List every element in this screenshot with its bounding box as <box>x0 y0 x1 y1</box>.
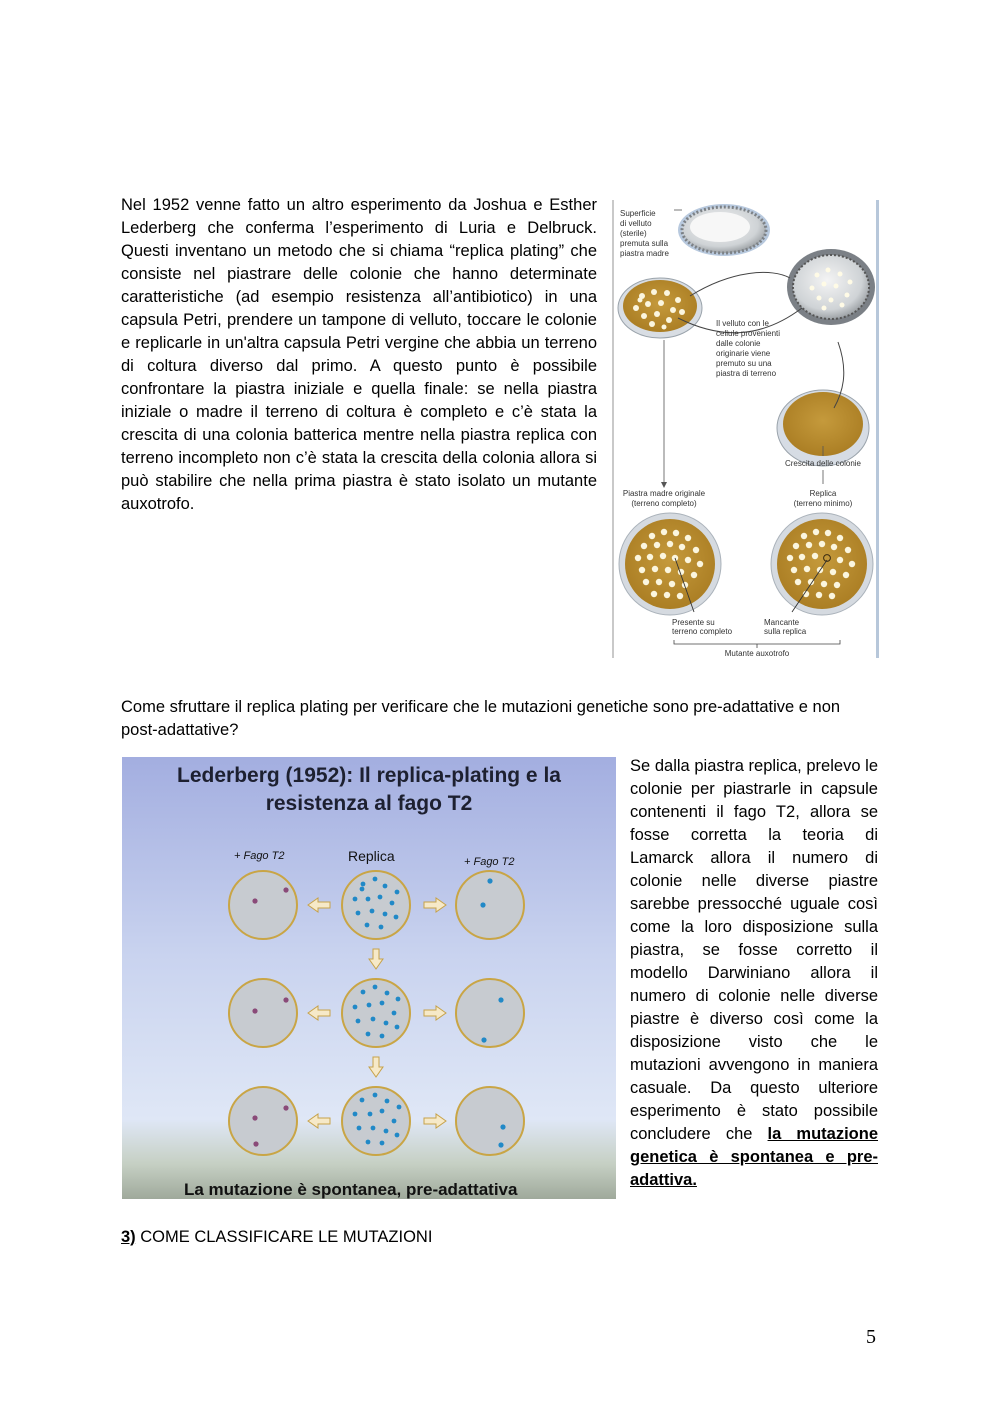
svg-text:originarie viene: originarie viene <box>716 349 771 358</box>
svg-text:(terreno completo): (terreno completo) <box>631 499 697 508</box>
master-plate-small <box>618 278 702 338</box>
svg-text:Presente su: Presente su <box>672 618 715 627</box>
phage-plate-row2 <box>229 979 297 1047</box>
svg-text:premuto su una: premuto su una <box>716 359 772 368</box>
svg-text:Mancante: Mancante <box>764 618 800 627</box>
svg-text:Piastra madre originale: Piastra madre originale <box>622 489 706 498</box>
svg-text:piastra madre: piastra madre <box>620 249 669 258</box>
velvet-stamp-icon <box>678 204 770 256</box>
svg-text:(sterile): (sterile) <box>620 229 647 238</box>
replica-plate-row2 <box>342 979 410 1047</box>
page-number: 5 <box>866 1326 876 1348</box>
svg-text:piastra di terreno: piastra di terreno <box>716 369 777 378</box>
section-number: 3) <box>121 1228 136 1246</box>
paragraph-lamarck-darwin <box>630 755 878 1192</box>
figure2-title-line2: resistenza al fago T2 <box>265 792 473 815</box>
svg-text:Il velluto con le: Il velluto con le <box>716 319 769 328</box>
label-phage-right: + Fago T2 <box>464 856 515 868</box>
svg-text:sulla replica: sulla replica <box>764 627 807 636</box>
label-phage-left: + Fago T2 <box>234 850 285 862</box>
label-master <box>623 489 706 508</box>
question-pre-adaptive: Come sfruttare il replica plating per verificare che le mutazioni genetiche sono pre-adattative e non post-adattative? <box>121 698 841 739</box>
svg-text:cellule provenienti: cellule provenienti <box>716 329 781 338</box>
svg-text:(terreno minimo): (terreno minimo) <box>793 499 853 508</box>
svg-text:di velluto: di velluto <box>620 219 652 228</box>
svg-text:Replica: Replica <box>809 489 837 498</box>
phage-plate-right-row3 <box>456 1087 524 1155</box>
section-title: COME CLASSIFICARE LE MUTAZIONI <box>135 1228 433 1246</box>
phage-plate-row1 <box>229 871 297 939</box>
label-mutant: Mutante auxotrofo <box>724 649 790 658</box>
phage-plate-row3 <box>229 1087 297 1155</box>
label-transfer <box>716 319 780 378</box>
label-replica <box>794 489 853 508</box>
label-replica: Replica <box>348 848 395 864</box>
replica-plate-row3 <box>342 1087 410 1155</box>
label-velvet <box>620 209 669 258</box>
svg-text:dalle colonie: dalle colonie <box>716 339 761 348</box>
paragraph-replica-plating: Nel 1952 venne fatto un altro esperimento da Joshua e Esther Lederberg che conferma l’esperimento di Luria e Delbruck. Questi inventano un metodo che si chiama “replica plating” che consiste nel piastrare delle colonie che hanno determinate caratteristiche (ad esempio resistenza all’antibiotico) in una capsula Petri, prendere un tampone di velluto, toccare le colonie e replicarle in un'altra capsula Petri vergine che abbia un terreno di coltura diverso dal primo. A questo punto è possibile confrontare la piastra iniziale e quella finale: se nella piastra iniziale o madre il terreno di coltura è completo e c’è stata la crescita di una colonia batterica mentre nella piastra replica con terreno incompleto non c’è stata la crescita della colonia allora si può stabilire che nella prima piastra è stato isolato un mutante auxotrofo. <box>121 196 597 513</box>
replica-plate-large <box>771 513 873 615</box>
label-growth: Crescita delle colonie <box>784 459 862 468</box>
phage-plate-right-row2 <box>456 979 524 1047</box>
lederberg-phage-figure <box>122 757 616 1199</box>
svg-text:premuta sulla: premuta sulla <box>620 239 669 248</box>
svg-text:terreno completo: terreno completo <box>672 627 733 636</box>
replica-plating-figure <box>612 200 880 658</box>
paragraph2-conclusion: la mutazione genetica è spontanea e pre-adattiva. <box>630 1125 879 1189</box>
replica-plate-row1 <box>342 871 410 939</box>
figure2-caption: La mutazione è spontanea, pre-adattativa <box>184 1180 518 1199</box>
master-plate-large <box>619 513 721 615</box>
figure2-title-line1: Lederberg (1952): Il replica-plating e la <box>177 764 561 787</box>
svg-text:Superficie: Superficie <box>620 209 656 218</box>
label-missing <box>764 618 807 636</box>
section-heading-3 <box>121 1226 432 1249</box>
paragraph2-text: Se dalla piastra replica, prelevo le colonie per piastrarle in capsule contenenti il fago T2, allora se fosse corretta la teoria di Lamarck allora il numero di colonie nelle diverse piastre sarebbe pressocché uguale così come la loro disposizione sulla piastra, se fosse corretto il modello Darwiniano allora il numero di colonie nelle diverse piastre è diverso così come la disposizione visto che le mutazioni avvengono in maniera casuale. Da questo ulteriore esperimento è stato possibile concludere che <box>630 757 878 1143</box>
label-present <box>672 618 733 636</box>
velvet-with-cells-icon <box>787 249 875 325</box>
